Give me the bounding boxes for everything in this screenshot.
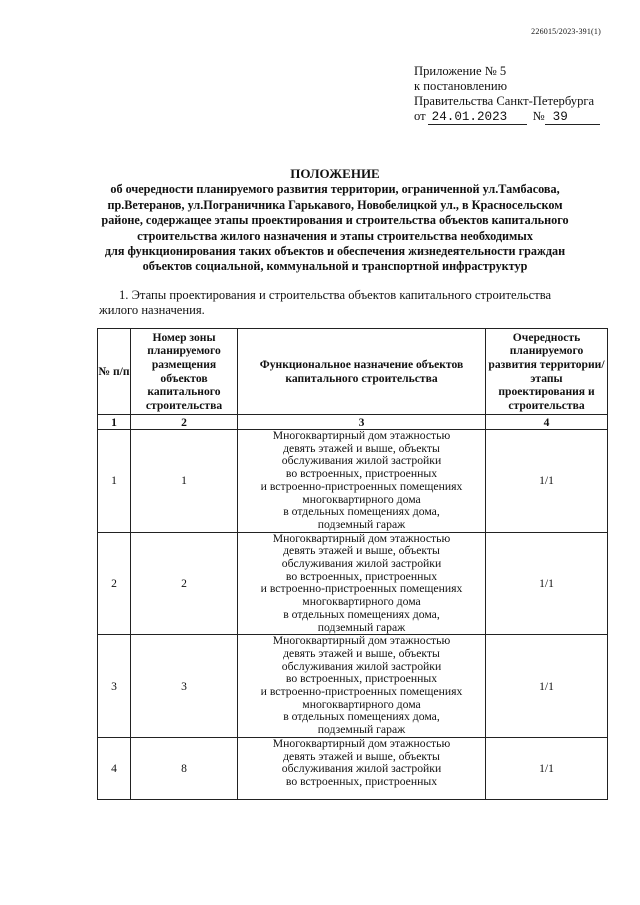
table-row [98, 635, 608, 738]
function-line: обслуживания жилой застройки [281, 454, 442, 468]
annex-number-label: № [532, 109, 545, 123]
header-function: Функциональное назначение объектов капитального строительства [238, 329, 486, 415]
function-line: девять этажей и выше, объекты [283, 646, 440, 660]
title-line: пр.Ветеранов, ул.Пограничника Гарькавого, Новобелицкой ул., в Красносельском [107, 197, 563, 212]
annex-date: 24.01.2023 [428, 111, 527, 125]
table-row [98, 532, 608, 635]
function-line: во встроенных, пристроенных [285, 569, 438, 583]
function-line: Многоквартирный дом этажностью [272, 429, 451, 442]
function-line: девять этажей и выше, объекты [283, 544, 440, 558]
function-line: подземный гараж [317, 517, 406, 531]
column-number: 4 [486, 415, 608, 430]
document-title [100, 166, 570, 275]
column-number: 1 [98, 415, 131, 430]
function-line: во встроенных, пристроенных [285, 467, 438, 481]
function-line: и встроенно-пристроенных помещениях [260, 582, 463, 596]
annex-from-label: от [414, 109, 426, 123]
table-row [98, 430, 608, 533]
function-line: Многоквартирный дом этажностью [272, 531, 451, 545]
annex-line-3: Правительства Санкт-Петербурга [414, 94, 595, 108]
column-number: 3 [238, 415, 486, 430]
row-zone: 3 [131, 635, 238, 738]
row-function [238, 532, 486, 635]
row-function [238, 430, 486, 533]
row-index: 2 [98, 532, 131, 635]
function-line: в отдельных помещениях дома, [283, 607, 440, 621]
function-line: подземный гараж [317, 723, 406, 737]
annex-line-2: к постановлению [414, 79, 508, 93]
row-zone: 8 [131, 737, 238, 799]
row-function [238, 737, 486, 799]
title-line: строительства жилого назначения и этапы строительства необходимых [137, 228, 533, 243]
annex-number: 39 [545, 111, 600, 125]
function-line: многоквартирного дома [302, 595, 421, 609]
annex-block [414, 64, 600, 125]
annex-line-1: Приложение № 5 [414, 64, 507, 78]
annex-date-line [414, 109, 600, 125]
header-zone: Номер зоны планируемого размещения объектов капитального строительства [131, 329, 238, 415]
function-line: девять этажей и выше, объекты [283, 441, 440, 455]
row-index: 1 [98, 430, 131, 533]
function-lines-truncated [238, 738, 485, 799]
title-line: об очередности планируемого развития территории, ограниченной ул.Тамбасова, [110, 182, 560, 197]
table-header-row [98, 329, 608, 415]
paragraph-1-line-2: жилого назначения. [99, 303, 205, 317]
document-id: 226015/2023-391(1) [531, 27, 601, 36]
row-zone: 1 [131, 430, 238, 533]
function-line: обслуживания жилой застройки [281, 762, 442, 776]
stages-table [97, 328, 608, 800]
function-line: девять этажей и выше, объекты [283, 749, 440, 763]
header-order: Очередность планируемого развития территории/этапы проектирования и строительства [486, 329, 608, 415]
function-line: многоквартирного дома [302, 697, 421, 711]
row-zone: 2 [131, 532, 238, 635]
title-line: районе, содержащее этапы проектирования и строительства объектов капитального [101, 213, 569, 228]
title-line: объектов социальной, коммунальной и транспортной инфраструктур [142, 259, 528, 274]
function-line: в отдельных помещениях дома, [283, 505, 440, 519]
function-line: и встроенно-пристроенных помещениях [260, 685, 463, 699]
function-line: в отдельных помещениях дома, [283, 710, 440, 724]
function-line: обслуживания жилой застройки [281, 659, 442, 673]
column-number-row [98, 415, 608, 430]
row-index: 4 [98, 737, 131, 799]
function-line: во встроенных, пристроенных [285, 672, 438, 686]
function-line: многоквартирного дома [302, 492, 421, 506]
function-line: во встроенных, пристроенных [285, 774, 438, 788]
header-index: № п/п [98, 329, 131, 415]
function-line: подземный гараж [317, 620, 406, 634]
row-order: 1/1 [486, 737, 608, 799]
column-number: 2 [131, 415, 238, 430]
row-index: 3 [98, 635, 131, 738]
function-line: Многоквартирный дом этажностью [272, 634, 451, 648]
paragraph-1-line-1: 1. Этапы проектирования и строительства объектов капитального строительства [119, 288, 552, 302]
title-line: для функционирования таких объектов и обеспечения жизнедеятельности граждан [104, 244, 566, 259]
table-row [98, 737, 608, 799]
title-heading: ПОЛОЖЕНИЕ [290, 166, 380, 181]
function-line: и встроенно-пристроенных помещениях [260, 479, 463, 493]
row-order: 1/1 [486, 635, 608, 738]
row-order: 1/1 [486, 430, 608, 533]
row-order: 1/1 [486, 532, 608, 635]
function-line: обслуживания жилой застройки [281, 557, 442, 571]
function-line: Многоквартирный дом этажностью [272, 737, 451, 750]
row-function [238, 635, 486, 738]
